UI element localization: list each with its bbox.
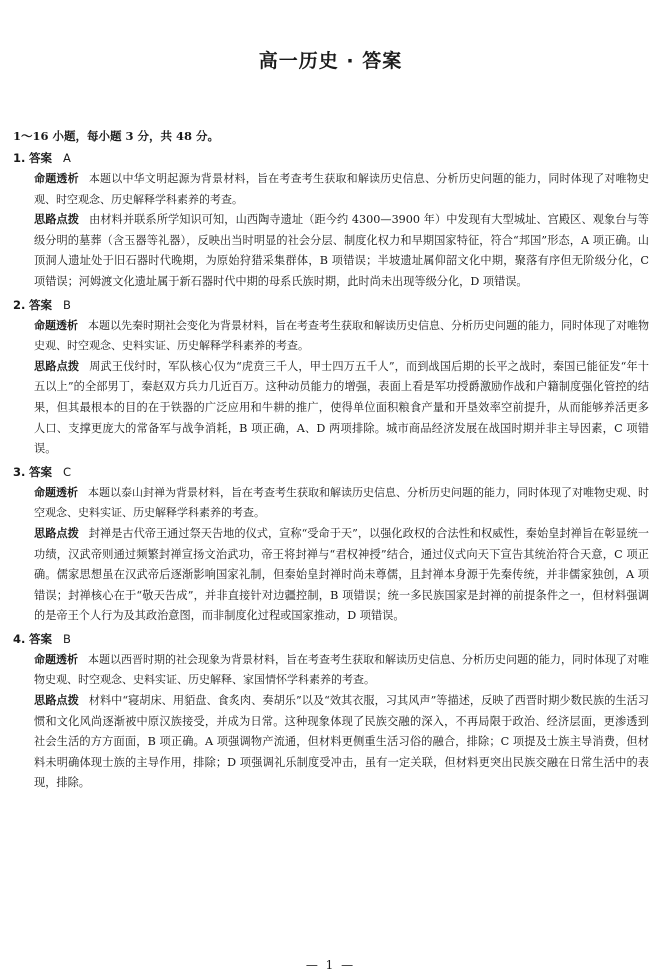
answer-label: 答案 — [29, 631, 53, 646]
question-1-analysis — [13, 169, 649, 210]
page-number: — 1 — — [305, 958, 356, 972]
question-3-analysis — [13, 483, 649, 524]
question-2-analysis — [13, 316, 649, 357]
answer-label: 答案 — [29, 297, 53, 312]
question-number: 4. — [13, 631, 26, 646]
answer-value: C — [63, 464, 72, 479]
hint-label: 思路点拨 — [34, 694, 79, 708]
analysis-text: 本题以先秦时期社会变化为背景材料，旨在考查考生获取和解读历史信息、分析历史问题的能力，同时体现了对唯物史观、时空观念、史料实证、历史解释学科素养的考查。 — [34, 318, 649, 353]
answer-value: B — [63, 631, 71, 646]
page-title: 高一历史 · 答案 — [258, 50, 403, 72]
question-number: 2. — [13, 297, 26, 312]
question-1-answer — [13, 148, 649, 168]
analysis-text: 本题以西晋时期的社会现象为背景材料，旨在考查考生获取和解读历史信息、分析历史问题的能力，同时体现了对唯物史观、时空观念、史料实证、历史解释、家国情怀学科素养的考查。 — [34, 652, 649, 687]
analysis-label: 命题透析 — [34, 318, 78, 332]
question-1-hint — [13, 210, 649, 292]
question-2-answer — [13, 295, 649, 315]
question-4-answer — [13, 629, 649, 649]
hint-text: 材料中“寝胡床、用貊盘、食炙肉、奏胡乐”以及“效其衣服，习其风声”等描述，反映了西晋时期少数民族的生活习惯和文化风尚逐渐被中原汉族接受，并成为日常。这种现象体现了民族交融的深入，不再局限于政治、经济层面，更渗透到社会生活的方方面面，B 项正确。A 项强调物产流通，但材料更侧重生活习俗的融合，排除；C 项提及士族主导消费，但材料未明确体现士族的主导作用，排除；D 项强调礼乐制度受冲击，虽有一定关联，但材料更突出民族交融在日常生活中的表现，排除。 — [34, 694, 649, 790]
intro-text: 1～16 小题，每小题 3 分，共 48 分。 — [13, 129, 220, 143]
analysis-text: 本题以泰山封禅为背景材料，旨在考查考生获取和解读历史信息、分析历史问题的能力，同时体现了对唯物史观、时空观念、史料实证、历史解释学科素养的考查。 — [34, 485, 649, 520]
answer-value: A — [63, 151, 71, 165]
question-3-answer — [13, 462, 649, 482]
hint-text: 封禅是古代帝王通过祭天告地的仪式，宣称“受命于天”，以强化政权的合法性和权威性，秦始皇封禅旨在彰显统一功绩，汉武帝则通过频繁封禅宣扬文治武功，帝王将封禅与“君权神授”结合，通过仪式向天下宣告其统治符合天意，C 项正确。儒家思想虽在汉武帝后逐渐影响国家礼制，但秦始皇封禅时尚未尊儒，且封禅本身源于先秦传统，并非儒家独创，A 项错误；封禅核心在于“敬天告成”，并非直接针对边疆控制，B 项错误；统一多民族国家是封禅的前提条件之一，但材料强调的是帝王个人行为及其政治意图，而非制度化过程或国家推动，D 项错误。 — [34, 526, 649, 623]
answer-value: B — [63, 297, 71, 312]
hint-text: 周武王伐纣时，军队核心仅为“虎贲三千人，甲士四万五千人”，而到战国后期的长平之战时，秦国已能征发“年十五以上”的全部男丁，秦赵双方兵力几近百万。这种动员能力的增强，表面上看是军功授爵激励作战和户籍制度强化管控的结果，但其最根本的目的在于铁器的广泛应用和牛耕的推广，使得单位面积粮食产量和开垦效率空前提升，从而能够养活更多人口、支撑更庞大的常备军与战争消耗，B 项正确，A、D 两项排除。城市商品经济发展在战国时期并非主导因素，C 项错误。 — [34, 359, 649, 456]
hint-label: 思路点拨 — [34, 213, 80, 227]
analysis-label: 命题透析 — [34, 172, 79, 185]
question-number: 3. — [13, 464, 26, 479]
question-4-analysis — [13, 650, 649, 691]
hint-label: 思路点拨 — [34, 526, 79, 540]
analysis-text: 本题以中华文明起源为背景材料，旨在考查考生获取和解读历史信息、分析历史问题的能力，同时体现了对唯物史观、时空观念、历史解释学科素养的考查。 — [34, 172, 650, 206]
question-3-hint — [13, 524, 649, 627]
question-4-hint — [13, 691, 649, 794]
analysis-label: 命题透析 — [34, 652, 78, 666]
answer-content — [13, 126, 649, 794]
hint-label: 思路点拨 — [34, 359, 80, 373]
question-number: 1. — [13, 151, 26, 165]
answer-label: 答案 — [29, 151, 53, 165]
analysis-label: 命题透析 — [34, 485, 78, 499]
question-2-hint — [13, 357, 649, 460]
section-intro — [13, 126, 649, 146]
answer-label: 答案 — [29, 464, 53, 479]
hint-text: 由材料并联系所学知识可知，山西陶寺遗址（距今约 4300—3900 年）中发现有大型城址、宫殿区、观象台与等级分明的墓葬（含玉器等礼器），反映出当时明显的社会分层、制度化权力和早期国家特征，符合“邦国”形态，A 项正确。山顶洞人遗址处于旧石器时代晚期，为原始狩猎采集群体，B 项错误；半坡遗址属仰韶文化中期，聚落有序但无阶级分化，C 项错误；河姆渡文化遗址属于新石器时代中期的母系氏族时期，此时尚未出现等级分化，D 项错误。 — [34, 213, 649, 288]
